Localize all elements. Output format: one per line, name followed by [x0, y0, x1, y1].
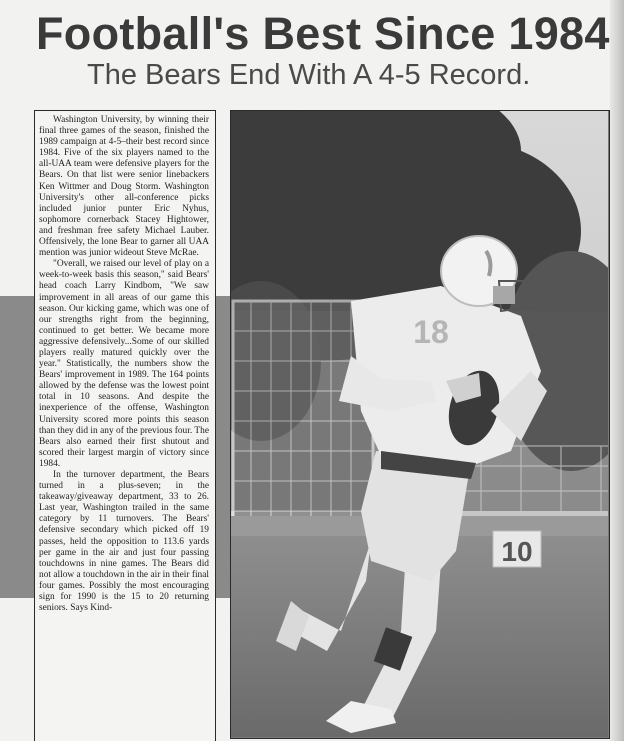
article-paragraph: Washington University, by winning their final three games of the season, finished the 1989 campaign at 4-5–their best record since 1984. Five of the six players named to the all-UAA team were defensive players for the Bears. On that list were senior linebackers Ken Wittmer and Doug Storm. Washington University's other all-conference picks included junior punter Eric Nyhus, sophomore cornerback Stacey Hightower, and freshman free safety Michael Lauber. Offensively, the lone Bear to garner all UAA mention was junior wideout Steve McRae.: [39, 115, 209, 259]
goal-net: [233, 301, 373, 541]
article-paragraph: In the turnover department, the Bears turned in a plus-seven; in the takeaway/giveaway department, 33 to 26. Last year, Washington trailed in the same category by 11 turnovers. The Bears' defensive secondary which picked off 19 passes, held the opposition to 113.6 yards per game in the air and just four passing touchdowns in nine games. The Bears did not allow a touchdown in the air in their final four games. Possibly the most encouraging sign for 1990 is the 15 to 20 returning seniors. Says Kind-: [39, 470, 210, 614]
svg-text:10: 10: [501, 536, 533, 567]
article-paragraph: "Overall, we raised our level of play on a week-to-week basis this season," said Bears' head coach Larry Kindbom, "We saw improvement in all areas of our game this season. Our kicking game, which was one of our strengths right from the beginning, continued to get better. We became more aggressive defensively...Some of our skilled players really matured quickly over the year." Statistically, the numbers show the Bears' improvement in 1989. The 164 points allowed by the defense was the lowest point total in 10 seasons. And despite the inexperience of the offense, Washington University scored more points this season than they did in any of the previous four. The Bears also earned their first shutout and scored their largest margin of victory since 1984.: [39, 259, 209, 469]
page-spine-shadow: [610, 0, 624, 741]
article-text-box: [34, 110, 216, 741]
football-player-photo: [230, 110, 610, 739]
subheadline: The Bears End With A 4-5 Record.: [87, 59, 531, 91]
headline: Football's Best Since 1984: [36, 8, 610, 59]
decorative-gray-band-right: [216, 296, 230, 598]
svg-text:18: 18: [413, 314, 449, 350]
yard-marker: [493, 531, 541, 567]
